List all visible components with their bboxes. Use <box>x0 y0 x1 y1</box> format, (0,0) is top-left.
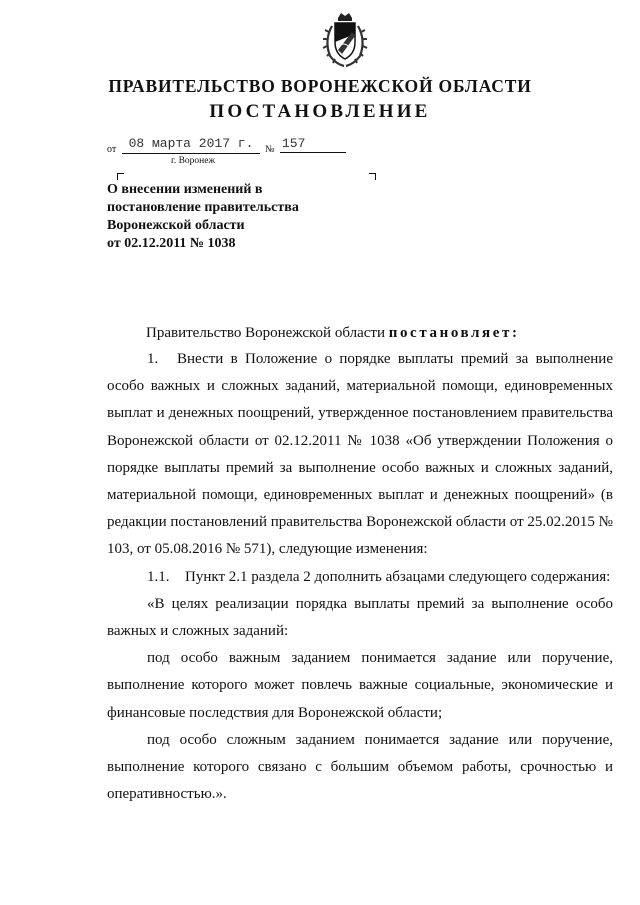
paragraph-number: 1. <box>147 351 159 367</box>
document-number: 157 <box>280 136 346 153</box>
coat-of-arms-icon <box>322 12 368 68</box>
preamble-text: Правительство Воронежской области <box>146 325 389 341</box>
paragraph-text: «В целях реализации порядка выплаты премий за выполнение особо важных и сложных заданий: <box>107 595 613 640</box>
paragraph-1-1 <box>107 564 613 591</box>
subject-line: постановление правительства <box>107 200 299 215</box>
paragraph-complex-task <box>107 727 613 809</box>
paragraph-text: Внести в Положение о порядке выплаты премий за выполнение особо важных и сложных заданий, материальной помощи, единовременных выплат и денежных поощрений, утвержденное постановлением правительства Воронежской области от 02.12.2011 № 1038 «Об утверждении Положения о порядке выплаты премий за выполнение особо важных и сложных заданий, материальной помощи, единовременных выплат и денежных поощрений» (в редакции постановлений правительства Воронежской области от 25.02.2015 № 103, от 05.08.2016 № 571), следующие изменения: <box>107 351 613 558</box>
paragraph-text: Пункт 2.1 раздела 2 дополнить абзацами следующего содержания: <box>185 568 611 585</box>
government-title: ПРАВИТЕЛЬСТВО ВОРОНЕЖСКОЙ ОБЛАСТИ <box>108 76 532 96</box>
paragraph-number: 1.1. <box>147 568 170 585</box>
document-subject <box>107 181 367 253</box>
document-body <box>107 346 613 808</box>
paragraph-1 <box>107 346 613 564</box>
city-label: г. Воронеж <box>171 156 216 166</box>
document-type: ПОСТАНОВЛЕНИЕ <box>209 101 431 122</box>
number-prefix: № <box>265 144 275 155</box>
document-date: 08 марта 2017 г. <box>122 136 260 154</box>
date-prefix: от <box>107 144 117 155</box>
paragraph-text: под особо сложным заданием понимается задание или поручение, выполнение которого связано с большим объемом работы, срочностью и оперативностью.». <box>107 731 613 803</box>
subject-line: О внесении изменений в <box>107 182 263 197</box>
subject-corner-right <box>369 173 376 180</box>
paragraph-important-task <box>107 645 613 727</box>
paragraph-text: под особо важным заданием понимается задание или поручение, выполнение которого может повлечь важные социальные, экономические и финансовые последствия для Воронежской области; <box>107 650 613 721</box>
paragraph-quote-start <box>107 591 613 645</box>
subject-line: Воронежской области <box>107 218 245 233</box>
preamble-decree-word: постановляет: <box>388 325 520 341</box>
subject-corner-left <box>117 173 124 180</box>
subject-line: от 02.12.2011 № 1038 <box>107 236 236 251</box>
preamble <box>146 325 520 342</box>
